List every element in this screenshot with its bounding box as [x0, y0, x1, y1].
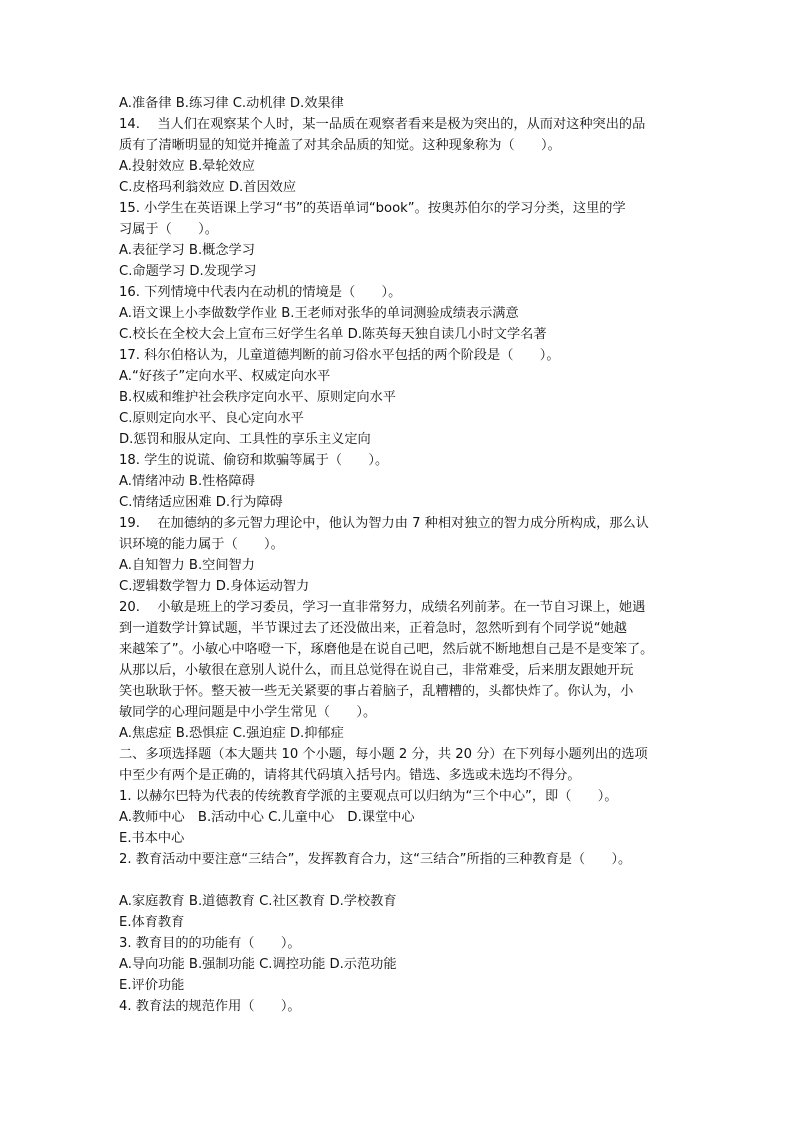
answer-options-line: C.命题学习 D.发现学习 — [119, 264, 257, 279]
section-heading-line: 二、多项选择题（本大题共 10 个小题，每小题 2 分，共 20 分）在下列每小题列出的选项 — [119, 747, 648, 762]
answer-options-line: A.焦虑症 B.恐惧症 C.强迫症 D.抑郁症 — [119, 726, 344, 741]
answer-options-line: C.校长在全校大会上宣布三好学生名单 D.陈英每天独自读几小时文学名著 — [119, 327, 547, 342]
document-body — [119, 93, 699, 1017]
question-text-line: 敏同学的心理问题是中小学生常见（ ）。 — [119, 705, 377, 720]
question-text-line: 15. 小学生在英语课上学习“书”的英语单词“book”。按奥苏伯尔的学习分类，这里的学 — [119, 201, 626, 216]
answer-options-line: A.投射效应 B.晕轮效应 — [119, 159, 255, 174]
question-text-line: 质有了清晰明显的知觉并掩盖了对其余品质的知觉。这种现象称为（ ）。 — [119, 138, 561, 153]
answer-options-line: E.书本中心 — [119, 831, 185, 846]
answer-options-line: A.表征学习 B.概念学习 — [119, 243, 255, 258]
question-text-line: 4. 教育法的规范作用（ ）。 — [119, 999, 301, 1014]
answer-options-line: C.逻辑数学智力 D.身体运动智力 — [119, 579, 310, 594]
answer-options-line: A.情绪冲动 B.性格障碍 — [119, 474, 255, 489]
answer-options-line: E.体育教育 — [119, 915, 185, 930]
question-text-line: 到一道数学计算试题，半节课过去了还没做出来，正着急时，忽然听到有个同学说“她越 — [119, 621, 627, 636]
section-heading-line: 中至少有两个是正确的，请将其代码填入括号内。错选、多选或未选均不得分。 — [119, 768, 581, 783]
blank-line — [119, 870, 699, 891]
question-text-line: 来越笨了”。小敏心中咯噔一下，琢磨他是在说自己吧，然后就不断地想自己是不是变笨了。 — [119, 642, 654, 657]
question-text-line: 18. 学生的说谎、偷窃和欺骗等属于（ ）。 — [119, 453, 389, 468]
question-text-line: 识环境的能力属于（ ）。 — [119, 537, 284, 552]
answer-options-line: A.语文课上小李做数学作业 B.王老师对张华的单词测验成绩表示满意 — [119, 306, 519, 321]
question-text-line: 17. 科尔伯格认为，儿童道德判断的前习俗水平包括的两个阶段是（ ）。 — [119, 348, 560, 363]
answer-options-line: C.皮格玛利翁效应 D.首因效应 — [119, 180, 296, 195]
question-text-line: 20. 小敏是班上的学习委员，学习一直非常努力，成绩名列前茅。在一节自习课上，她遇 — [119, 600, 646, 615]
question-text-line: 笑也耿耿于怀。整天被一些无关紧要的事占着脑子，乱糟糟的，头都快炸了。你认为，小 — [119, 684, 634, 699]
answer-options-line: B.权威和维护社会秩序定向水平、原则定向水平 — [119, 390, 396, 405]
answer-options-line: A.准备律 B.练习律 C.动机律 D.效果律 — [119, 96, 344, 111]
question-text-line: 19. 在加德纳的多元智力理论中，他认为智力由 7 种相对独立的智力成分所构成，那么认 — [119, 516, 649, 531]
question-text-line: 16. 下列情境中代表内在动机的情境是（ ）。 — [119, 285, 402, 300]
question-text-line: 从那以后，小敏很在意别人说什么，而且总觉得在说自己，非常难受，后来朋友跟她开玩 — [119, 663, 634, 678]
question-text-line: 14. 当人们在观察某个人时，某一品质在观察者看来是极为突出的，从而对这种突出的品 — [119, 117, 646, 132]
answer-options-line: C.原则定向水平、良心定向水平 — [119, 411, 304, 426]
question-text-line: 3. 教育目的的功能有（ ）。 — [119, 936, 301, 951]
answer-options-line: E.评价功能 — [119, 978, 185, 993]
answer-options-line: A.家庭教育 B.道德教育 C.社区教育 D.学校教育 — [119, 894, 397, 909]
answer-options-line: D.惩罚和服从定向、工具性的享乐主义定向 — [119, 432, 371, 447]
answer-options-line: A.导向功能 B.强制功能 C.调控功能 D.示范功能 — [119, 957, 397, 972]
question-text-line: 习属于（ ）。 — [119, 222, 218, 237]
question-text-line: 2. 教育活动中要注意“三结合”，发挥教育合力，这“三结合”所指的三种教育是（ ）。 — [119, 852, 632, 867]
answer-options-line: A.自知智力 B.空间智力 — [119, 558, 255, 573]
answer-options-line: A.教师中心 B.活动中心 C.儿童中心 D.课堂中心 — [119, 810, 415, 825]
question-text-line: 1. 以赫尔巴特为代表的传统教育学派的主要观点可以归纳为“三个中心”，即（ ）。 — [119, 789, 618, 804]
answer-options-line: C.情绪适应困难 D.行为障碍 — [119, 495, 283, 510]
answer-options-line: A.“好孩子”定向水平、权威定向水平 — [119, 369, 331, 384]
